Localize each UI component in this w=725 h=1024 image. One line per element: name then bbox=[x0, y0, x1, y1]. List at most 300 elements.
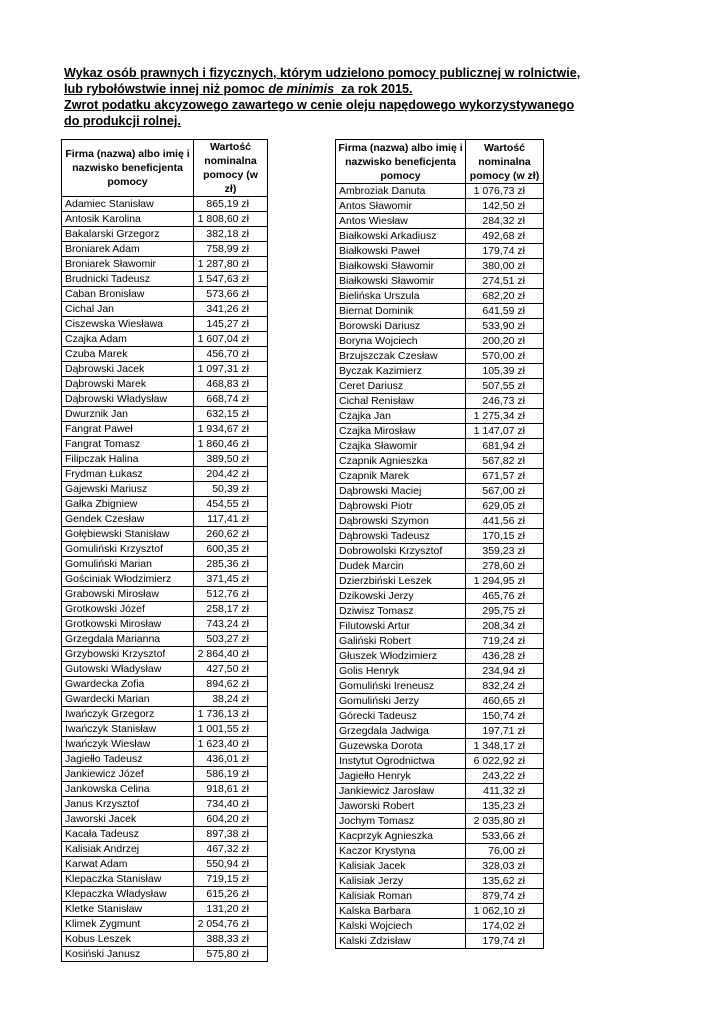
aid-value: 1 607,04 zł bbox=[194, 332, 268, 347]
beneficiary-name: Ciszewska Wiesława bbox=[62, 317, 194, 332]
beneficiary-name: Dzikowski Jerzy bbox=[336, 589, 466, 604]
beneficiary-name: Kaczor Krystyna bbox=[336, 844, 466, 859]
table-row bbox=[62, 752, 268, 767]
table-row bbox=[336, 214, 544, 229]
beneficiary-name: Kalisiak Roman bbox=[336, 889, 466, 904]
table-row bbox=[62, 377, 268, 392]
beneficiary-name: Klepaczka Stanisław bbox=[62, 872, 194, 887]
beneficiary-name: Kacprzyk Agnieszka bbox=[336, 829, 466, 844]
title-line-2-post: za rok 2015. bbox=[334, 82, 413, 96]
table-row bbox=[62, 677, 268, 692]
table-row bbox=[62, 737, 268, 752]
aid-value: 76,00 zł bbox=[466, 844, 544, 859]
aid-value: 436,01 zł bbox=[194, 752, 268, 767]
aid-value: 1 287,80 zł bbox=[194, 257, 268, 272]
beneficiary-name: Dąbrowski Piotr bbox=[336, 499, 466, 514]
aid-value: 278,60 zł bbox=[466, 559, 544, 574]
table-row bbox=[336, 334, 544, 349]
aid-value: 533,90 zł bbox=[466, 319, 544, 334]
beneficiary-name: Dwurznik Jan bbox=[62, 407, 194, 422]
title-line-1: Wykaz osób prawnych i fizycznych, którym udzielono pomocy publicznej w rolnictwie, bbox=[64, 66, 581, 80]
beneficiary-name: Frydman Łukasz bbox=[62, 467, 194, 482]
aid-value: 6 022,92 zł bbox=[466, 754, 544, 769]
table-row bbox=[62, 797, 268, 812]
table-row bbox=[62, 422, 268, 437]
beneficiary-name: Janus Krzysztof bbox=[62, 797, 194, 812]
table-row bbox=[336, 424, 544, 439]
table-row bbox=[336, 874, 544, 889]
beneficiary-name: Iwańczyk Grzegorz bbox=[62, 707, 194, 722]
aid-value: 1 623,40 zł bbox=[194, 737, 268, 752]
table-row bbox=[62, 587, 268, 602]
beneficiary-name: Dąbrowski Władysław bbox=[62, 392, 194, 407]
beneficiary-name: Kobus Leszek bbox=[62, 932, 194, 947]
aid-value: 295,75 zł bbox=[466, 604, 544, 619]
aid-value: 145,27 zł bbox=[194, 317, 268, 332]
table-row bbox=[336, 469, 544, 484]
beneficiary-name: Jagiełło Henryk bbox=[336, 769, 466, 784]
aid-value: 897,38 zł bbox=[194, 827, 268, 842]
aid-value: 879,74 zł bbox=[466, 889, 544, 904]
table-row bbox=[62, 662, 268, 677]
table-row bbox=[62, 392, 268, 407]
aid-value: 758,99 zł bbox=[194, 242, 268, 257]
beneficiary-name: Ceret Dariusz bbox=[336, 379, 466, 394]
table-row bbox=[336, 829, 544, 844]
table-row bbox=[62, 692, 268, 707]
table-row bbox=[62, 467, 268, 482]
beneficiary-name: Jankiewicz Jarosław bbox=[336, 784, 466, 799]
table-row bbox=[62, 617, 268, 632]
aid-value: 629,05 zł bbox=[466, 499, 544, 514]
table-row bbox=[336, 379, 544, 394]
beneficiary-name: Dąbrowski Szymon bbox=[336, 514, 466, 529]
beneficiary-name: Kalska Barbara bbox=[336, 904, 466, 919]
table-row bbox=[336, 604, 544, 619]
aid-value: 359,23 zł bbox=[466, 544, 544, 559]
table-row bbox=[336, 619, 544, 634]
table-row bbox=[336, 919, 544, 934]
aid-value: 570,00 zł bbox=[466, 349, 544, 364]
beneficiary-name: Gwardecki Marian bbox=[62, 692, 194, 707]
beneficiary-name: Dąbrowski Tadeusz bbox=[336, 529, 466, 544]
aid-value: 427,50 zł bbox=[194, 662, 268, 677]
aid-value: 135,23 zł bbox=[466, 799, 544, 814]
table-row bbox=[336, 544, 544, 559]
table-row bbox=[62, 227, 268, 242]
beneficiary-name: Filipczak Halina bbox=[62, 452, 194, 467]
beneficiaries-table-left bbox=[61, 139, 268, 962]
aid-value: 668,74 zł bbox=[194, 392, 268, 407]
beneficiary-name: Bakalarski Grzegorz bbox=[62, 227, 194, 242]
beneficiary-name: Fangrat Paweł bbox=[62, 422, 194, 437]
table-row bbox=[336, 289, 544, 304]
table-row bbox=[62, 857, 268, 872]
beneficiary-name: Brudnicki Tadeusz bbox=[62, 272, 194, 287]
header-beneficiary: Firma (nazwa) albo imię i nazwisko beneficjenta pomocy bbox=[62, 140, 194, 197]
table-row bbox=[62, 527, 268, 542]
aid-value: 388,33 zł bbox=[194, 932, 268, 947]
table-row bbox=[336, 349, 544, 364]
title-line-4: do produkcji rolnej. bbox=[64, 114, 181, 128]
aid-value: 258,17 zł bbox=[194, 602, 268, 617]
beneficiary-name: Grotkowski Józef bbox=[62, 602, 194, 617]
beneficiary-name: Kletke Stanisław bbox=[62, 902, 194, 917]
table-row bbox=[62, 512, 268, 527]
beneficiary-name: Gomuliński Krzysztof bbox=[62, 542, 194, 557]
aid-value: 573,66 zł bbox=[194, 287, 268, 302]
beneficiary-name: Czajka Sławomir bbox=[336, 439, 466, 454]
beneficiary-name: Adamiec Stanisław bbox=[62, 197, 194, 212]
aid-value: 460,65 zł bbox=[466, 694, 544, 709]
aid-value: 200,20 zł bbox=[466, 334, 544, 349]
header-beneficiary: Firma (nazwa) albo imię i nazwisko beneficjenta pomocy bbox=[336, 140, 466, 184]
table-row bbox=[62, 557, 268, 572]
table-row bbox=[62, 917, 268, 932]
beneficiary-name: Ambroziak Danuta bbox=[336, 184, 466, 199]
aid-value: 234,94 zł bbox=[466, 664, 544, 679]
aid-value: 328,03 zł bbox=[466, 859, 544, 874]
table-row bbox=[336, 409, 544, 424]
aid-value: 671,57 zł bbox=[466, 469, 544, 484]
aid-value: 734,40 zł bbox=[194, 797, 268, 812]
aid-value: 1 062,10 zł bbox=[466, 904, 544, 919]
title-line-2 bbox=[64, 81, 584, 97]
beneficiary-name: Czajka Jan bbox=[336, 409, 466, 424]
table-row bbox=[336, 319, 544, 334]
title-line-2-pre: lub rybołówstwie innej niż pomoc bbox=[64, 82, 269, 96]
table-row bbox=[336, 844, 544, 859]
table-row bbox=[62, 212, 268, 227]
table-row bbox=[336, 394, 544, 409]
aid-value: 105,39 zł bbox=[466, 364, 544, 379]
table-header-row bbox=[336, 140, 544, 184]
aid-value: 1 076,73 zł bbox=[466, 184, 544, 199]
beneficiary-name: Grzegdala Marianna bbox=[62, 632, 194, 647]
aid-value: 1 860,46 zł bbox=[194, 437, 268, 452]
table-row bbox=[336, 559, 544, 574]
beneficiary-name: Iwańczyk Stanisław bbox=[62, 722, 194, 737]
aid-value: 743,24 zł bbox=[194, 617, 268, 632]
table-row bbox=[336, 304, 544, 319]
aid-value: 512,76 zł bbox=[194, 587, 268, 602]
beneficiary-name: Fangrat Tomasz bbox=[62, 437, 194, 452]
table-row bbox=[62, 542, 268, 557]
beneficiary-name: Guzewska Dorota bbox=[336, 739, 466, 754]
aid-value: 436,28 zł bbox=[466, 649, 544, 664]
aid-value: 371,45 zł bbox=[194, 572, 268, 587]
table-row bbox=[62, 572, 268, 587]
table-row bbox=[62, 437, 268, 452]
table-row bbox=[336, 739, 544, 754]
aid-value: 341,26 zł bbox=[194, 302, 268, 317]
document-title bbox=[64, 65, 584, 129]
aid-value: 197,71 zł bbox=[466, 724, 544, 739]
beneficiary-name: Białkowski Sławomir bbox=[336, 274, 466, 289]
table-row bbox=[62, 332, 268, 347]
table-row bbox=[336, 529, 544, 544]
table-row bbox=[62, 287, 268, 302]
aid-value: 246,73 zł bbox=[466, 394, 544, 409]
aid-value: 550,94 zł bbox=[194, 857, 268, 872]
aid-value: 389,50 zł bbox=[194, 452, 268, 467]
table-row bbox=[62, 497, 268, 512]
table-row bbox=[336, 799, 544, 814]
table-row bbox=[62, 767, 268, 782]
beneficiary-name: Filutowski Artur bbox=[336, 619, 466, 634]
header-value: Wartość nominalna pomocy (w zł) bbox=[194, 140, 268, 197]
beneficiary-name: Kalisiak Andrzej bbox=[62, 842, 194, 857]
aid-value: 533,66 zł bbox=[466, 829, 544, 844]
aid-value: 681,94 zł bbox=[466, 439, 544, 454]
beneficiary-name: Gałka Zbigniew bbox=[62, 497, 194, 512]
beneficiary-name: Białkowski Sławomir bbox=[336, 259, 466, 274]
beneficiary-name: Jaworski Robert bbox=[336, 799, 466, 814]
table-row bbox=[336, 769, 544, 784]
aid-value: 284,32 zł bbox=[466, 214, 544, 229]
aid-value: 131,20 zł bbox=[194, 902, 268, 917]
aid-value: 2 035,80 zł bbox=[466, 814, 544, 829]
aid-value: 641,59 zł bbox=[466, 304, 544, 319]
beneficiary-name: Broniarek Sławomir bbox=[62, 257, 194, 272]
table-row bbox=[336, 439, 544, 454]
beneficiary-name: Kalisiak Jerzy bbox=[336, 874, 466, 889]
aid-value: 492,68 zł bbox=[466, 229, 544, 244]
beneficiary-name: Brzujszczak Czesław bbox=[336, 349, 466, 364]
aid-value: 1 808,60 zł bbox=[194, 212, 268, 227]
aid-value: 719,15 zł bbox=[194, 872, 268, 887]
table-row bbox=[62, 872, 268, 887]
aid-value: 468,83 zł bbox=[194, 377, 268, 392]
beneficiary-name: Jagiełło Tadeusz bbox=[62, 752, 194, 767]
table-row bbox=[336, 814, 544, 829]
beneficiary-name: Grzybowski Krzysztof bbox=[62, 647, 194, 662]
table-row bbox=[62, 482, 268, 497]
table-row bbox=[336, 514, 544, 529]
table-row bbox=[336, 499, 544, 514]
aid-value: 142,50 zł bbox=[466, 199, 544, 214]
aid-value: 208,34 zł bbox=[466, 619, 544, 634]
table-row bbox=[62, 782, 268, 797]
table-row bbox=[336, 244, 544, 259]
aid-value: 243,22 zł bbox=[466, 769, 544, 784]
table-row bbox=[62, 647, 268, 662]
aid-value: 865,19 zł bbox=[194, 197, 268, 212]
table-row bbox=[62, 302, 268, 317]
table-row bbox=[336, 199, 544, 214]
beneficiary-name: Kacała Tadeusz bbox=[62, 827, 194, 842]
beneficiary-name: Czuba Marek bbox=[62, 347, 194, 362]
aid-value: 918,61 zł bbox=[194, 782, 268, 797]
aid-value: 285,36 zł bbox=[194, 557, 268, 572]
table-row bbox=[62, 602, 268, 617]
aid-value: 260,62 zł bbox=[194, 527, 268, 542]
beneficiary-name: Byczak Kazimierz bbox=[336, 364, 466, 379]
header-value: Wartość nominalna pomocy (w zł) bbox=[466, 140, 544, 184]
table-row bbox=[62, 272, 268, 287]
table-row bbox=[336, 679, 544, 694]
beneficiary-name: Karwat Adam bbox=[62, 857, 194, 872]
table-row bbox=[62, 347, 268, 362]
table-row bbox=[336, 649, 544, 664]
beneficiary-name: Głuszek Włodzimierz bbox=[336, 649, 466, 664]
table-row bbox=[336, 634, 544, 649]
title-line-2-emphasis: de minimis bbox=[268, 82, 335, 96]
table-row bbox=[336, 934, 544, 949]
beneficiary-name: Kosiński Janusz bbox=[62, 947, 194, 962]
aid-value: 894,62 zł bbox=[194, 677, 268, 692]
beneficiary-name: Grotkowski Mirosław bbox=[62, 617, 194, 632]
beneficiary-name: Caban Bronisław bbox=[62, 287, 194, 302]
table-row bbox=[336, 724, 544, 739]
table-row bbox=[336, 484, 544, 499]
beneficiary-name: Boryna Wojciech bbox=[336, 334, 466, 349]
aid-value: 1 294,95 zł bbox=[466, 574, 544, 589]
aid-value: 1 348,17 zł bbox=[466, 739, 544, 754]
beneficiary-name: Kalisiak Jacek bbox=[336, 859, 466, 874]
aid-value: 586,19 zł bbox=[194, 767, 268, 782]
aid-value: 380,00 zł bbox=[466, 259, 544, 274]
aid-value: 719,24 zł bbox=[466, 634, 544, 649]
beneficiary-name: Gościniak Włodzimierz bbox=[62, 572, 194, 587]
aid-value: 38,24 zł bbox=[194, 692, 268, 707]
aid-value: 150,74 zł bbox=[466, 709, 544, 724]
beneficiary-name: Gwardecka Zofia bbox=[62, 677, 194, 692]
table-row bbox=[336, 259, 544, 274]
aid-value: 135,62 zł bbox=[466, 874, 544, 889]
table-row bbox=[62, 827, 268, 842]
table-row bbox=[336, 184, 544, 199]
table-row bbox=[336, 859, 544, 874]
beneficiaries-table-right bbox=[335, 139, 544, 949]
beneficiary-name: Golis Henryk bbox=[336, 664, 466, 679]
beneficiary-name: Gutowski Władysław bbox=[62, 662, 194, 677]
table-row bbox=[336, 229, 544, 244]
table-row bbox=[62, 257, 268, 272]
table-row bbox=[336, 574, 544, 589]
beneficiary-name: Grabowski Mirosław bbox=[62, 587, 194, 602]
aid-value: 179,74 zł bbox=[466, 244, 544, 259]
table-row bbox=[336, 784, 544, 799]
aid-value: 632,15 zł bbox=[194, 407, 268, 422]
beneficiary-name: Dobrowolski Krzysztof bbox=[336, 544, 466, 559]
table-row bbox=[62, 812, 268, 827]
table-row bbox=[62, 707, 268, 722]
aid-value: 117,41 zł bbox=[194, 512, 268, 527]
aid-value: 2 054,76 zł bbox=[194, 917, 268, 932]
beneficiary-name: Gomuliński Ireneusz bbox=[336, 679, 466, 694]
aid-value: 604,20 zł bbox=[194, 812, 268, 827]
table-row bbox=[62, 242, 268, 257]
beneficiary-name: Gomuliński Marian bbox=[62, 557, 194, 572]
beneficiary-name: Dąbrowski Jacek bbox=[62, 362, 194, 377]
beneficiary-name: Jaworski Jacek bbox=[62, 812, 194, 827]
aid-value: 179,74 zł bbox=[466, 934, 544, 949]
aid-value: 1 275,34 zł bbox=[466, 409, 544, 424]
aid-value: 204,42 zł bbox=[194, 467, 268, 482]
aid-value: 382,18 zł bbox=[194, 227, 268, 242]
beneficiary-name: Antosik Karolina bbox=[62, 212, 194, 227]
aid-value: 456,70 zł bbox=[194, 347, 268, 362]
aid-value: 1 097,31 zł bbox=[194, 362, 268, 377]
table-row bbox=[336, 709, 544, 724]
beneficiary-name: Bielińska Urszula bbox=[336, 289, 466, 304]
aid-value: 174,02 zł bbox=[466, 919, 544, 934]
beneficiary-name: Dudek Marcin bbox=[336, 559, 466, 574]
table-row bbox=[336, 364, 544, 379]
beneficiary-name: Dzierzbiński Leszek bbox=[336, 574, 466, 589]
beneficiary-name: Kalski Zdzisław bbox=[336, 934, 466, 949]
beneficiary-name: Cichal Renisław bbox=[336, 394, 466, 409]
beneficiary-name: Białkowski Arkadiusz bbox=[336, 229, 466, 244]
beneficiary-name: Klimek Zygmunt bbox=[62, 917, 194, 932]
aid-value: 170,15 zł bbox=[466, 529, 544, 544]
aid-value: 454,55 zł bbox=[194, 497, 268, 512]
table-row bbox=[62, 887, 268, 902]
table-row bbox=[62, 902, 268, 917]
beneficiary-name: Gajewski Mariusz bbox=[62, 482, 194, 497]
table-row bbox=[62, 362, 268, 377]
aid-value: 274,51 zł bbox=[466, 274, 544, 289]
beneficiary-name: Dziwisz Tomasz bbox=[336, 604, 466, 619]
aid-value: 467,32 zł bbox=[194, 842, 268, 857]
beneficiary-name: Gomuliński Jerzy bbox=[336, 694, 466, 709]
table-row bbox=[62, 722, 268, 737]
beneficiary-name: Jankiewicz Józef bbox=[62, 767, 194, 782]
aid-value: 575,80 zł bbox=[194, 947, 268, 962]
beneficiary-name: Klepaczka Władysław bbox=[62, 887, 194, 902]
aid-value: 600,35 zł bbox=[194, 542, 268, 557]
beneficiary-name: Instytut Ogrodnictwa bbox=[336, 754, 466, 769]
beneficiary-name: Białkowski Paweł bbox=[336, 244, 466, 259]
table-row bbox=[336, 694, 544, 709]
aid-value: 1 001,55 zł bbox=[194, 722, 268, 737]
table-row bbox=[336, 754, 544, 769]
table-row bbox=[62, 197, 268, 212]
beneficiary-name: Grzegdala Jadwiga bbox=[336, 724, 466, 739]
beneficiary-name: Biernat Dominik bbox=[336, 304, 466, 319]
table-row bbox=[336, 889, 544, 904]
beneficiary-name: Iwańczyk Wiesław bbox=[62, 737, 194, 752]
table-row bbox=[62, 947, 268, 962]
beneficiary-name: Kalski Wojciech bbox=[336, 919, 466, 934]
aid-value: 465,76 zł bbox=[466, 589, 544, 604]
table-row bbox=[62, 842, 268, 857]
beneficiary-name: Broniarek Adam bbox=[62, 242, 194, 257]
beneficiary-name: Dąbrowski Marek bbox=[62, 377, 194, 392]
beneficiary-name: Jochym Tomasz bbox=[336, 814, 466, 829]
beneficiary-name: Borowski Dariusz bbox=[336, 319, 466, 334]
beneficiary-name: Antos Wiesław bbox=[336, 214, 466, 229]
aid-value: 411,32 zł bbox=[466, 784, 544, 799]
beneficiary-name: Antos Sławomir bbox=[336, 199, 466, 214]
title-line-3: Zwrot podatku akcyzowego zawartego w cenie oleju napędowego wykorzystywanego bbox=[64, 98, 575, 112]
beneficiary-name: Górecki Tadeusz bbox=[336, 709, 466, 724]
beneficiary-name: Czajka Mirosław bbox=[336, 424, 466, 439]
table-row bbox=[62, 317, 268, 332]
table-row bbox=[62, 932, 268, 947]
aid-value: 507,55 zł bbox=[466, 379, 544, 394]
aid-value: 50,39 zł bbox=[194, 482, 268, 497]
aid-value: 1 736,13 zł bbox=[194, 707, 268, 722]
aid-value: 1 147,07 zł bbox=[466, 424, 544, 439]
table-row bbox=[62, 452, 268, 467]
aid-value: 1 547,63 zł bbox=[194, 272, 268, 287]
table-row bbox=[62, 632, 268, 647]
aid-value: 2 864,40 zł bbox=[194, 647, 268, 662]
beneficiary-name: Czapnik Marek bbox=[336, 469, 466, 484]
table-row bbox=[62, 407, 268, 422]
